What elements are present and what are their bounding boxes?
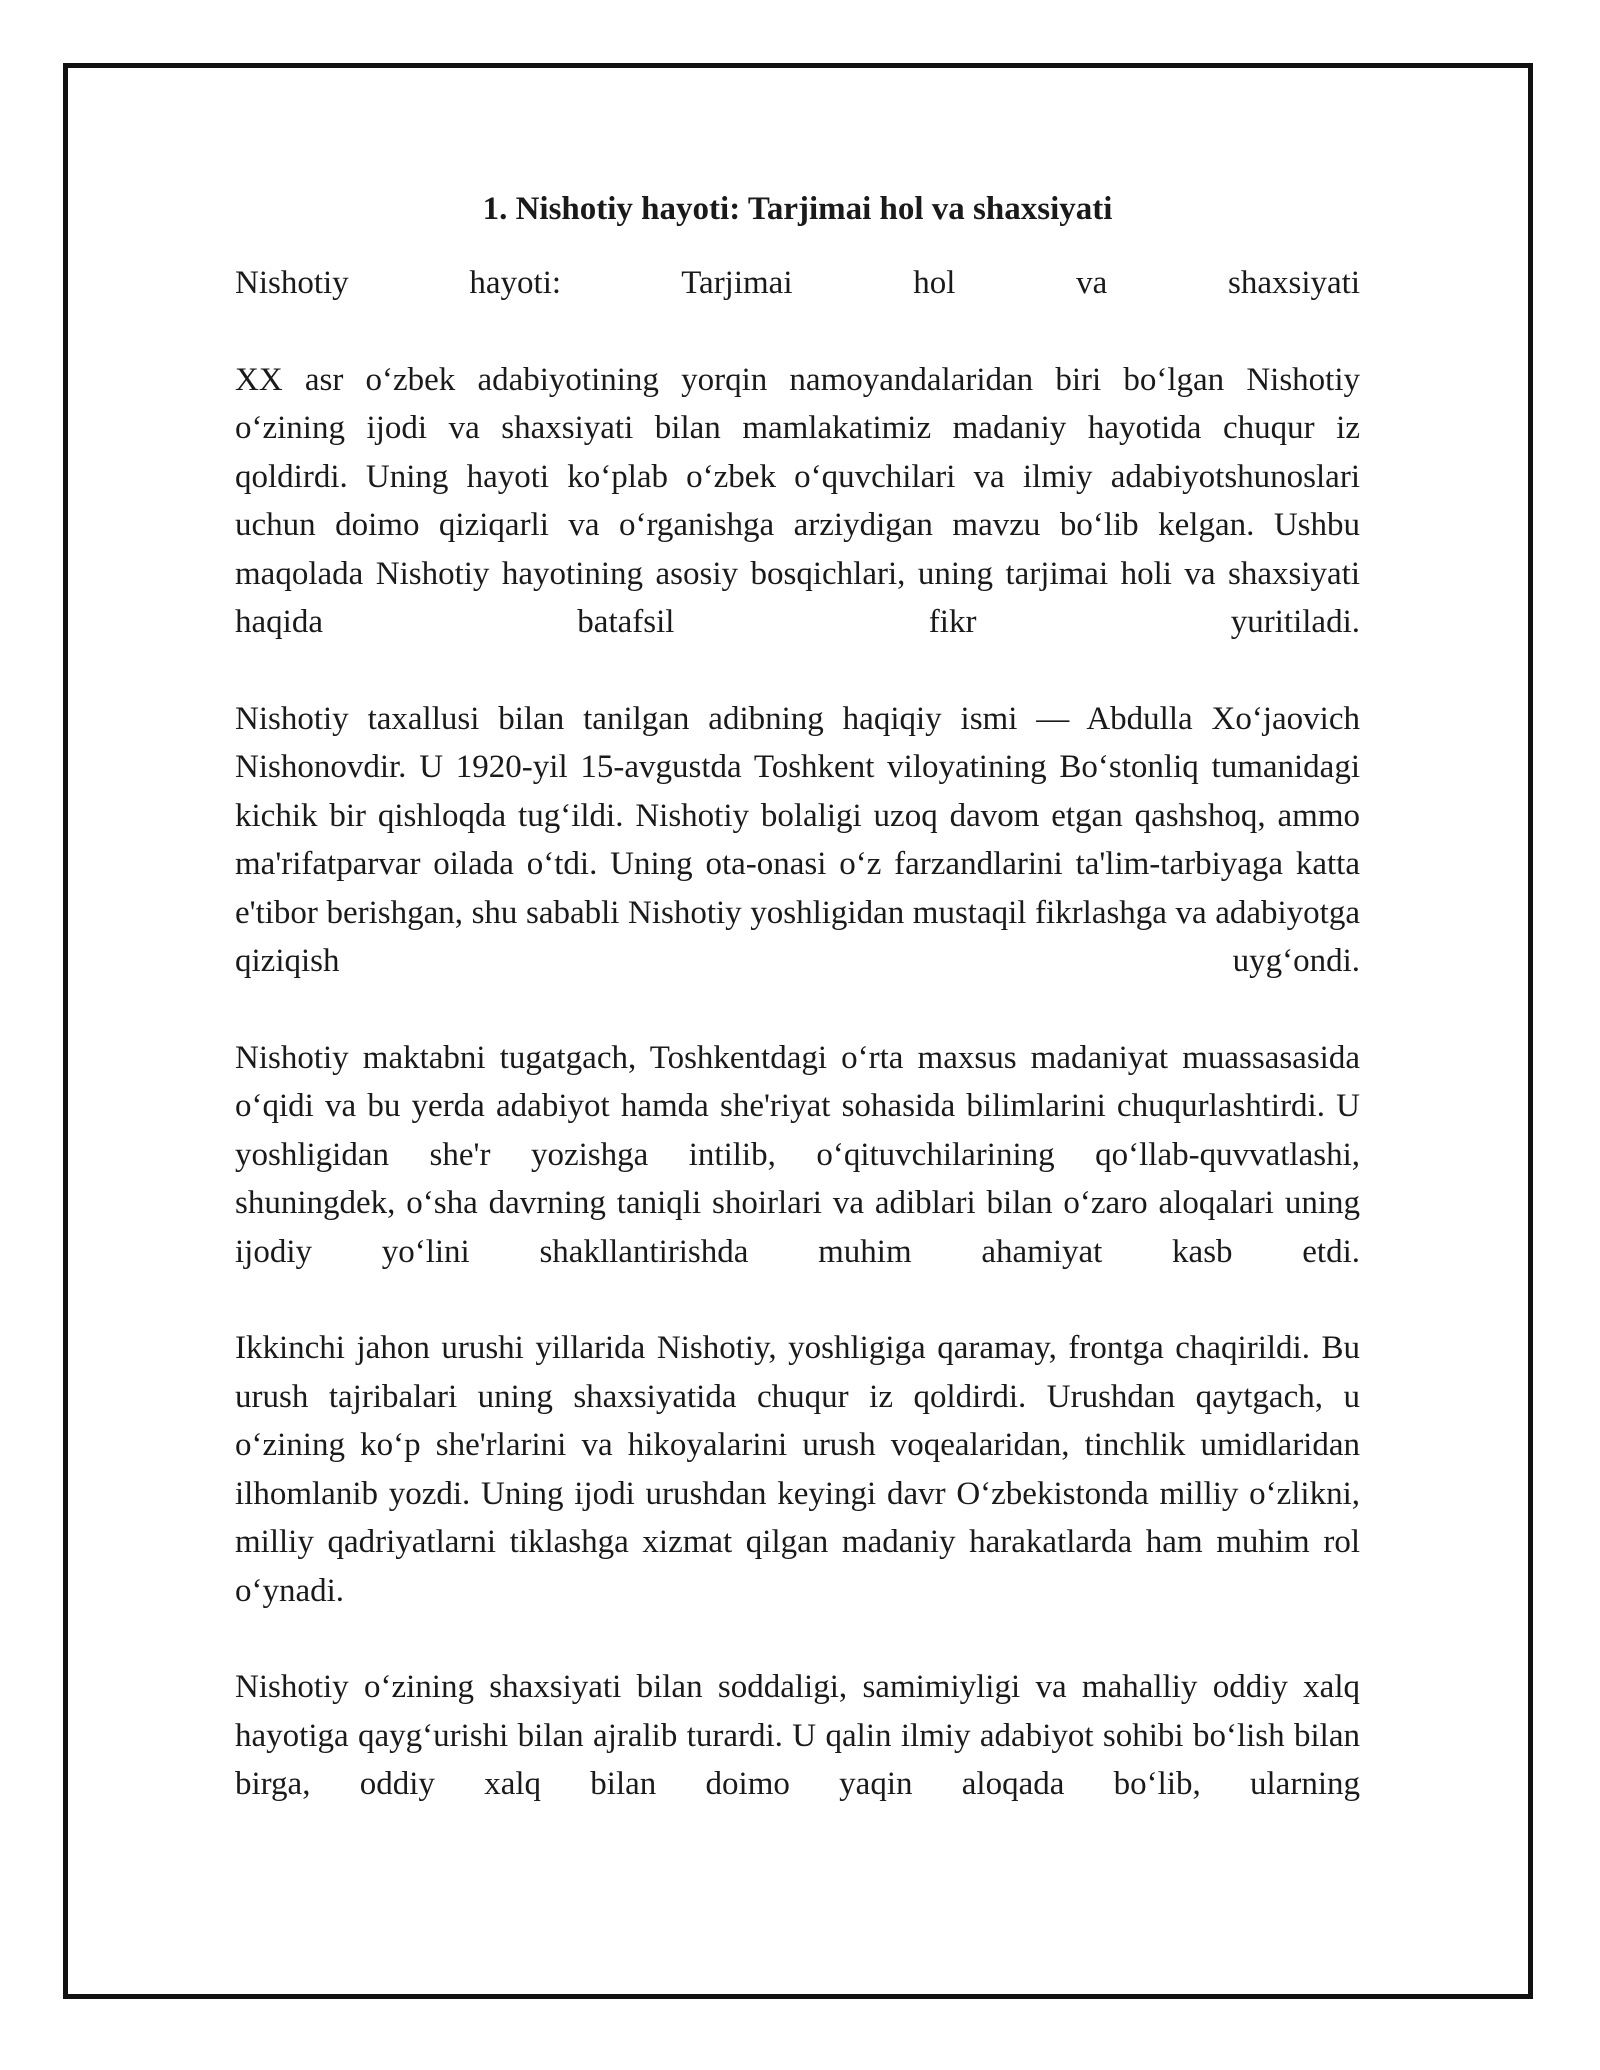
- document-body: [235, 186, 1360, 1809]
- paragraph-personality: Nishotiy o‘zining shaxsiyati bilan soddaligi, samimiyligi va mahalliy oddiy xalq hayotiga qayg‘urishi bilan ajralib turardi. U qalin ilmiy adabiyot sohibi bo‘lish bilan birga, oddiy xalq bilan doimo yaqin aloqada bo‘lib, ularning: [235, 1669, 1360, 1802]
- paragraph-education: Nishotiy maktabni tugatgach, Toshkentdagi o‘rta maxsus madaniyat muassasasida o‘qidi va bu yerda adabiyot hamda she'riyat sohasida bilimlarini chuqurlashtirdi. U yoshligidan she'r yozishga intilib, o‘qituvchilarining qo‘llab-quvvatlashi, shuningdek, o‘sha davrning taniqli shoirlari va adiblari bilan o‘zaro aloqalari uning ijodiy yo‘lini shakllantirishda muhim ahamiyat kasb etdi.: [235, 1039, 1360, 1270]
- document-title: 1. Nishotiy hayoti: Tarjimai hol va shaxsiyati: [482, 191, 1113, 227]
- subtitle-line: Nishotiy hayoti: Tarjimai hol va shaxsiyati: [235, 265, 1360, 301]
- paragraph-origins: Nishotiy taxallusi bilan tanilgan adibning haqiqiy ismi — Abdulla Xo‘jaovich Nishonovdir. U 1920-yil 15-avgustda Toshkent viloyatining Bo‘stonliq tumanidagi kichik bir qishloqda tug‘ildi. Nishotiy bolaligi uzoq davom etgan qashshoq, ammo ma'rifatparvar oilada o‘tdi. Uning ota-onasi o‘z farzandlarini ta'lim-tarbiyaga katta e'tibor berishgan, shu sababli Nishotiy yoshligidan mustaqil fikrlashga va adabiyotga qiziqish uyg‘ondi.: [235, 700, 1360, 979]
- paragraph-war-years: Ikkinchi jahon urushi yillarida Nishotiy, yoshligiga qaramay, frontga chaqirildi. Bu urush tajribalari uning shaxsiyatida chuqur iz qoldirdi. Urushdan qaytgach, u o‘zining ko‘p she'rlarini va hikoyalarini urush voqealaridan, tinchlik umidlaridan ilhomlanib yozdi. Uning ijodi urushdan keyingi davr O‘zbekistonda milliy o‘zlikni, milliy qadriyatlarni tiklashga xizmat qilgan madaniy harakatlarda ham muhim rol o‘ynadi.: [235, 1330, 1360, 1609]
- paragraph-intro: XX asr o‘zbek adabiyotining yorqin namoyandalaridan biri bo‘lgan Nishotiy o‘zining ijodi va shaxsiyati bilan mamlakatimiz madaniy hayotida chuqur iz qoldirdi. Uning hayoti ko‘plab o‘zbek o‘quvchilari va ilmiy adabiyotshunoslari uchun doimo qiziqarli va o‘rganishga arziydigan mavzu bo‘lib kelgan. Ushbu maqolada Nishotiy hayotining asosiy bosqichlari, uning tarjimai holi va shaxsiyati haqida batafsil fikr yuritiladi.: [235, 361, 1360, 640]
